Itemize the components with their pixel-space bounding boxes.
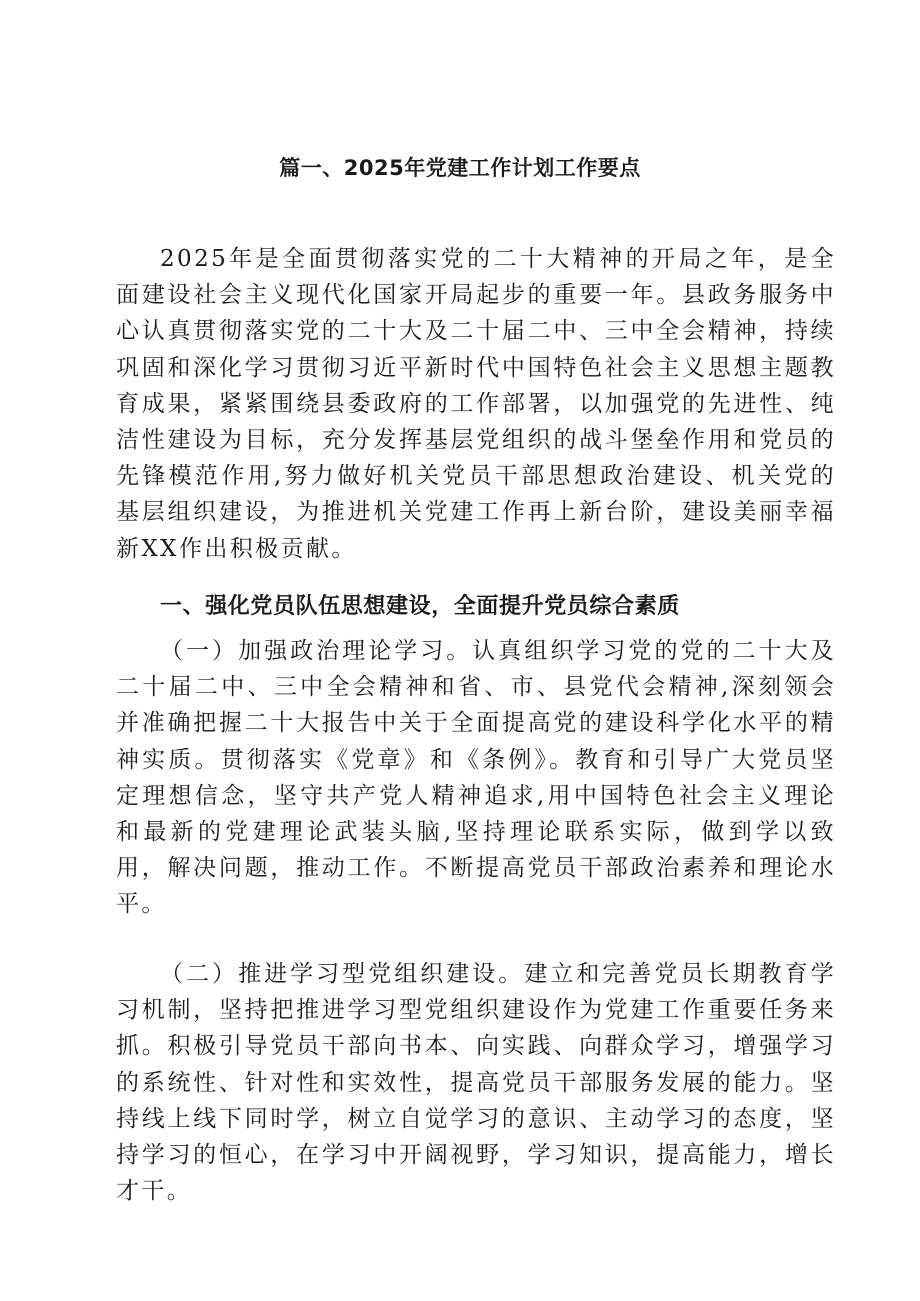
section-item-paragraph: （一）加强政治理论学习。认真组织学习党的党的二十大及二十届二中、三中全会精神和省、市、县党代会精神,深刻领会并准确把握二十大报告中关于全面提高党的建设科学化水平的精神实质。贯彻落实《党章》和《条例》。教育和引导广大党员坚定理想信念，坚守共产党人精神追求,用中国特色社会主义理论和最新的党建理论武装头脑,坚持理论联系实际，做到学以致用，解决问题，推动工作。不断提高党员干部政治素养和理论水平。 [116, 638, 836, 918]
document-title: 篇一、2025年党建工作计划工作要点 [279, 156, 641, 180]
intro-paragraph: 2025年是全面贯彻落实党的二十大精神的开局之年，是全面建设社会主义现代化国家开局起步的重要一年。县政务服务中心认真贯彻落实党的二十大及二十届二中、三中全会精神，持续巩固和深化学习贯彻习近平新时代中国特色社会主义思想主题教育成果，紧紧围绕县委政府的工作部署，以加强党的先进性、纯洁性建设为目标，充分发挥基层党组织的战斗堡垒作用和党员的先锋模范作用,努力做好机关党员干部思想政治建设、机关党的基层组织建设，为推进机关党建工作再上新台阶，建设美丽幸福新XX作出积极贡献。 [116, 246, 836, 562]
section-heading: 一、强化党员队伍思想建设，全面提升党员综合素质 [160, 594, 680, 619]
section-item-paragraph: （二）推进学习型党组织建设。建立和完善党员长期教育学习机制，坚持把推进学习型党组织建设作为党建工作重要任务来抓。积极引导党员干部向书本、向实践、向群众学习，增强学习的系统性、针对性和实效性，提高党员干部服务发展的能力。坚持线上线下同时学，树立自觉学习的意识、主动学习的态度，坚持学习的恒心，在学习中开阔视野，学习知识，提高能力，增长才干。 [116, 961, 836, 1205]
